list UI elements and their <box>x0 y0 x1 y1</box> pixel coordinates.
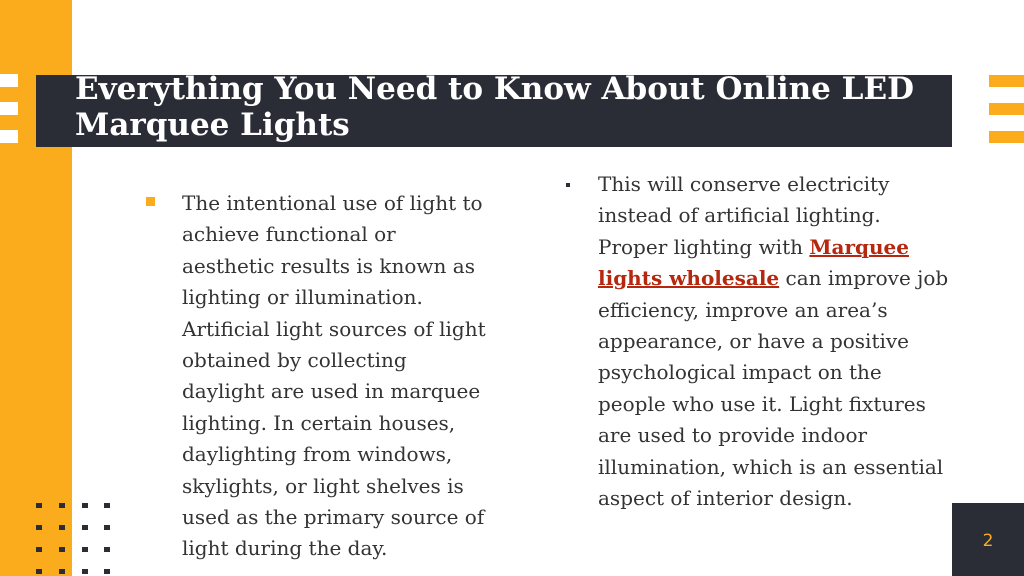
bullet-marker-left <box>146 197 155 206</box>
right-decorative-ticks <box>989 75 1024 159</box>
page-number: 2 <box>982 531 994 551</box>
slide-title: Everything You Need to Know About Online LED Marquee Lights <box>75 71 914 143</box>
decorative-dot-grid <box>36 503 116 576</box>
left-paragraph: The intentional use of light to achieve functional or aesthetic results is known as lighting or illumination. Artificial light sources of light obtained by collecting daylight are used in marquee lighting. In certain houses, daylighting from windows, skylights, or light shelves is used as the primary source of light during the day. <box>182 191 486 561</box>
right-paragraph-text-end: can improve job efficiency, improve an area’s appearance, or have a positive psychological impact on the people who use it. Light fixtures are used to provide indoor illumination, which is an essential aspect of interior design. <box>598 266 949 511</box>
left-decorative-ticks <box>0 74 18 158</box>
right-paragraph-text-start: This will conserve electricity instead of artificial lighting. Proper lighting with <box>598 172 890 259</box>
right-paragraph <box>598 169 954 514</box>
bullet-marker-right <box>566 183 570 187</box>
page-number-box <box>952 503 1024 576</box>
marquee-lights-wholesale-link[interactable]: Marquee lights wholesale <box>598 234 909 291</box>
